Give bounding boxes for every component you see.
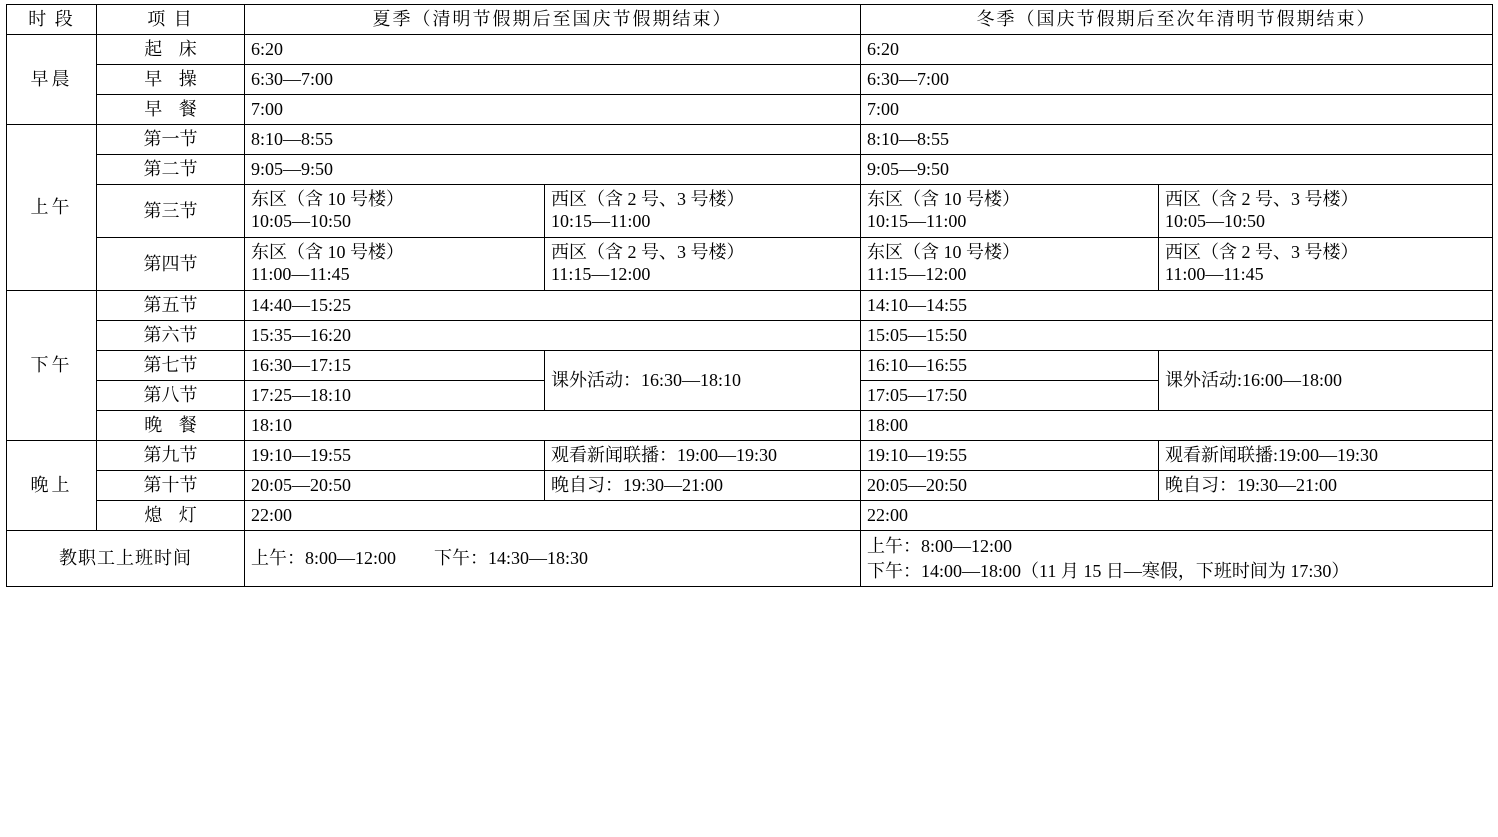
- staff-summer-morning: 上午：8:00—12:00: [251, 548, 397, 569]
- table-row: [7, 351, 1493, 381]
- header-winter: 冬季（国庆节假期后至次年清明节假期结束）: [861, 5, 1493, 35]
- item-period-3: 第三节: [97, 185, 245, 238]
- summer-dinner: 18:10: [245, 411, 861, 441]
- schedule-table: [6, 4, 1493, 587]
- winter-period-3-west: 西区（含 2 号、3 号楼） 10:05—10:50: [1159, 185, 1493, 238]
- item-wake-up: 起 床: [97, 35, 245, 65]
- winter-news-broadcast: 观看新闻联播:19:00—19:30: [1159, 441, 1493, 471]
- segment-afternoon: 下午: [7, 291, 97, 441]
- summer-wake-up: 6:20: [245, 35, 861, 65]
- winter-period-9: 19:10—19:55: [861, 441, 1159, 471]
- item-period-9: 第九节: [97, 441, 245, 471]
- winter-period-2: 9:05—9:50: [861, 155, 1493, 185]
- item-period-1: 第一节: [97, 125, 245, 155]
- summer-morning-exercise: 6:30—7:00: [245, 65, 861, 95]
- staff-hours-winter: [861, 531, 1493, 587]
- item-breakfast: 早 餐: [97, 95, 245, 125]
- winter-period-1: 8:10—8:55: [861, 125, 1493, 155]
- header-item: 项 目: [97, 5, 245, 35]
- staff-winter-afternoon: 下午：14:00—18:00（11 月 15 日—寒假，下班时间为 17:30）: [867, 560, 1350, 581]
- summer-period-4-east: 东区（含 10 号楼） 11:00—11:45: [245, 238, 545, 291]
- table-row: [7, 471, 1493, 501]
- winter-period-4-west: 西区（含 2 号、3 号楼） 11:00—11:45: [1159, 238, 1493, 291]
- winter-period-10: 20:05—20:50: [861, 471, 1159, 501]
- winter-breakfast: 7:00: [861, 95, 1493, 125]
- winter-lights-out: 22:00: [861, 501, 1493, 531]
- table-row: [7, 238, 1493, 291]
- winter-morning-exercise: 6:30—7:00: [861, 65, 1493, 95]
- table-header-row: [7, 5, 1493, 35]
- summer-period-6: 15:35—16:20: [245, 321, 861, 351]
- table-row: [7, 411, 1493, 441]
- table-row: [7, 501, 1493, 531]
- table-row: [7, 441, 1493, 471]
- header-segment: 时 段: [7, 5, 97, 35]
- staff-winter-morning: 上午：8:00—12:00: [867, 536, 1013, 557]
- item-period-2: 第二节: [97, 155, 245, 185]
- winter-period-4-east: 东区（含 10 号楼） 11:15—12:00: [861, 238, 1159, 291]
- item-dinner: 晚 餐: [97, 411, 245, 441]
- header-summer: 夏季（清明节假期后至国庆节假期结束）: [245, 5, 861, 35]
- summer-lights-out: 22:00: [245, 501, 861, 531]
- summer-extracurricular: 课外活动：16:30—18:10: [545, 351, 861, 411]
- table-row: [7, 65, 1493, 95]
- item-period-4: 第四节: [97, 238, 245, 291]
- summer-news-broadcast: 观看新闻联播：19:00—19:30: [545, 441, 861, 471]
- winter-period-6: 15:05—15:50: [861, 321, 1493, 351]
- table-row: [7, 95, 1493, 125]
- item-period-8: 第八节: [97, 381, 245, 411]
- item-morning-exercise: 早 操: [97, 65, 245, 95]
- table-row: [7, 35, 1493, 65]
- summer-period-8: 17:25—18:10: [245, 381, 545, 411]
- winter-period-7: 16:10—16:55: [861, 351, 1159, 381]
- item-lights-out: 熄 灯: [97, 501, 245, 531]
- item-period-7: 第七节: [97, 351, 245, 381]
- segment-forenoon: 上午: [7, 125, 97, 291]
- summer-period-7: 16:30—17:15: [245, 351, 545, 381]
- summer-period-10: 20:05—20:50: [245, 471, 545, 501]
- table-row: [7, 185, 1493, 238]
- winter-period-3-east: 东区（含 10 号楼） 10:15—11:00: [861, 185, 1159, 238]
- winter-wake-up: 6:20: [861, 35, 1493, 65]
- table-row: [7, 125, 1493, 155]
- staff-hours-summer: [245, 531, 861, 587]
- winter-evening-study: 晚自习：19:30—21:00: [1159, 471, 1493, 501]
- winter-period-5: 14:10—14:55: [861, 291, 1493, 321]
- staff-hours-row: [7, 531, 1493, 587]
- winter-extracurricular: 课外活动:16:00—18:00: [1159, 351, 1493, 411]
- table-row: [7, 155, 1493, 185]
- item-period-5: 第五节: [97, 291, 245, 321]
- summer-period-9: 19:10—19:55: [245, 441, 545, 471]
- summer-period-4-west: 西区（含 2 号、3 号楼） 11:15—12:00: [545, 238, 861, 291]
- summer-period-5: 14:40—15:25: [245, 291, 861, 321]
- table-row: [7, 291, 1493, 321]
- summer-period-2: 9:05—9:50: [245, 155, 861, 185]
- winter-period-8: 17:05—17:50: [861, 381, 1159, 411]
- summer-period-3-west: 西区（含 2 号、3 号楼） 10:15—11:00: [545, 185, 861, 238]
- summer-period-1: 8:10—8:55: [245, 125, 861, 155]
- summer-evening-study: 晚自习：19:30—21:00: [545, 471, 861, 501]
- winter-dinner: 18:00: [861, 411, 1493, 441]
- summer-breakfast: 7:00: [245, 95, 861, 125]
- segment-evening: 晚上: [7, 441, 97, 531]
- item-period-10: 第十节: [97, 471, 245, 501]
- segment-morning-early: 早晨: [7, 35, 97, 125]
- table-row: [7, 321, 1493, 351]
- item-period-6: 第六节: [97, 321, 245, 351]
- staff-hours-label: 教职工上班时间: [7, 531, 245, 587]
- summer-period-3-east: 东区（含 10 号楼） 10:05—10:50: [245, 185, 545, 238]
- staff-summer-afternoon: 下午：14:30—18:30: [434, 548, 589, 569]
